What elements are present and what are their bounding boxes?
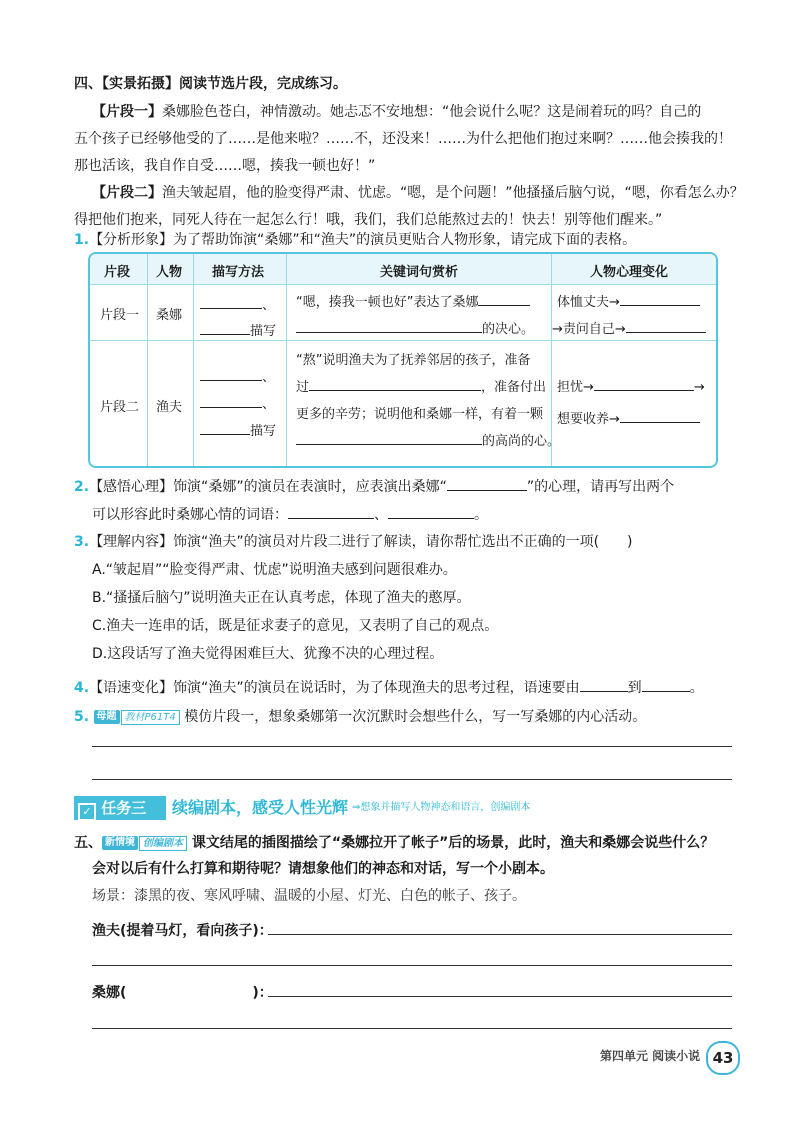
blank[interactable]: [200, 294, 262, 309]
task3-label-box: ✓ 任务三: [74, 796, 166, 820]
answer-line[interactable]: [92, 1028, 732, 1029]
answer-line[interactable]: [268, 996, 732, 997]
row2-analysis-line2: 过 ，准备付出: [296, 376, 546, 395]
section5-line2: 会对以后有什么打算和期待呢？请想象他们的神态和对话，写一个小剧本。: [92, 861, 554, 877]
analysis-table: [88, 252, 718, 468]
blank[interactable]: [626, 318, 706, 333]
blank[interactable]: [594, 376, 694, 391]
blank[interactable]: [200, 393, 262, 408]
header-person: 人物: [156, 265, 183, 280]
row1-method-line1: 、: [200, 294, 275, 313]
passage2-line2: 得把他们抱来，同死人待在一起怎么行！哦，我们，我们总能熬过去的！快去！别等他们醒来。”: [74, 212, 663, 228]
passage1-line3: 那也活该，我自作自受……嗯，揍我一顿也好！”: [74, 158, 376, 174]
scene-text: 场景：漆黑的夜、寒风呼啸、温暖的小屋、灯光、白色的帐子、孩子。: [92, 888, 526, 904]
header-segment: 片段: [104, 265, 131, 280]
blank[interactable]: [580, 677, 628, 692]
row2-change-line1: 担忧→ →: [557, 376, 705, 395]
header-method: 描写方法: [212, 265, 265, 280]
section4-heading: 四、【实景拓摄】阅读节选片段，完成练习。: [74, 76, 347, 92]
fisher-label: 渔夫(提着马灯，看向孩子)：: [92, 923, 273, 939]
footer-unit: 第四单元 阅读小说: [600, 1049, 701, 1063]
source-badge: 母题: [94, 710, 120, 724]
blank[interactable]: [447, 476, 527, 491]
row2-analysis-line3: 更多的辛劳；说明他和桑娜一样，有着一颗: [296, 407, 544, 422]
row1-analysis-line2: 的决心。: [296, 318, 534, 337]
option-c[interactable]: C.渔夫一连串的话，既是征求妻子的意见，又表明了自己的观点。: [92, 618, 499, 634]
task3-subtitle: ⇒想象并描写人物神态和语言，创编剧本: [352, 802, 531, 813]
blank[interactable]: [200, 320, 250, 335]
option-d[interactable]: D.这段话写了渔夫觉得困难巨大、犹豫不决的心理过程。: [92, 646, 444, 662]
blank[interactable]: [388, 504, 474, 519]
new-context-badge: 新情境: [102, 836, 138, 850]
blank[interactable]: [288, 504, 374, 519]
blank[interactable]: [642, 677, 690, 692]
row2-person: 渔夫: [156, 400, 183, 415]
question-2: 2.【感悟心理】饰演“桑娜”的演员在表演时，应表演出桑娜“ ”的心理，请再写出两个: [74, 476, 674, 496]
question-5: 5. 母题 教材P61T4 模仿片段一，想象桑娜第一次沉默时会想些什么，写一写桑娜的内心活动。: [74, 709, 647, 725]
sangna-label: 桑娜( )：: [92, 985, 273, 1001]
row2-method-line1: 、: [200, 366, 275, 385]
answer-line[interactable]: [92, 965, 732, 966]
question-3: 3.【理解内容】饰演“渔夫”的演员对片段二进行了解读，请你帮忙选出不正确的一项( ): [74, 534, 633, 550]
page-number: 43: [706, 1041, 740, 1075]
passage1-line2: 五个孩子已经够他受的了……是他来啦？……不，还没来！……为什么把他们抱过来啊？……他会揍我的！: [74, 131, 732, 147]
textbook-badge: 教材P61T4: [121, 710, 180, 725]
row2-change-line2: 想要收养→: [557, 408, 700, 427]
answer-line[interactable]: [92, 779, 732, 780]
blank[interactable]: [620, 408, 700, 423]
row1-analysis-line1: “嗯，揍我一顿也好”表达了桑娜: [296, 291, 530, 310]
blank[interactable]: [200, 420, 250, 435]
script-badge: 创编剧本: [139, 836, 187, 851]
blank[interactable]: [296, 318, 482, 333]
blank[interactable]: [296, 430, 482, 445]
blank[interactable]: [478, 291, 530, 306]
question-4: 4.【语速变化】饰演“渔夫”的演员在说话时，为了体现渔夫的思考过程，语速要由 到 。: [74, 677, 704, 697]
row1-segment: 片段一: [100, 308, 140, 323]
header-analysis: 关键词句赏析: [380, 265, 459, 280]
row1-change-line2: →责问自己→: [552, 318, 706, 337]
row2-analysis-line4: 的高尚的心。: [296, 430, 560, 449]
section5-heading: 五、 新情境 创编剧本 课文结尾的插图描绘了“桑娜拉开了帐子”后的场景，此时，渔夫和桑娜会说些什么？: [74, 835, 715, 851]
option-b[interactable]: B.“搔搔后脑勺”说明渔夫正在认真考虑，体现了渔夫的憨厚。: [92, 590, 471, 606]
row2-method-line2: 、: [200, 393, 275, 412]
row2-analysis-line1: “熬”说明渔夫为了抚养邻居的孩子，准备: [296, 353, 531, 368]
task3-title: 续编剧本，感受人性光辉: [172, 798, 349, 817]
question-1: 1.【分析形象】为了帮助饰演“桑娜”和“渔夫”的演员更贴合人物形象，请完成下面的表格。: [74, 232, 637, 248]
row1-change-line1: 体恤丈夫→: [557, 291, 700, 310]
row1-person: 桑娜: [156, 308, 183, 323]
header-change: 人物心理变化: [590, 265, 669, 280]
row1-method-line2: 描写: [200, 320, 276, 339]
blank[interactable]: [309, 376, 481, 391]
passage2-line1: 【片段二】渔夫皱起眉，他的脸变得严肃、忧虑。“嗯，是个问题！”他搔搔后脑勺说，“嗯，你看怎么办？: [92, 185, 744, 201]
blank[interactable]: [200, 366, 262, 381]
blank[interactable]: [620, 291, 700, 306]
option-a[interactable]: A.“皱起眉”“脸变得严肃、忧虑”说明渔夫感到问题很难办。: [92, 562, 457, 578]
checkbox-icon: ✓: [78, 803, 96, 821]
question-2-line2: 可以形容此时桑娜心情的词语： 、 。: [92, 504, 488, 524]
passage1-line1: 【片段一】桑娜脸色苍白，神情激动。她忐忑不安地想：“他会说什么呢？这是闹着玩的吗？自己的: [92, 104, 702, 120]
answer-line[interactable]: [268, 934, 732, 935]
row2-segment: 片段二: [100, 400, 140, 415]
answer-line[interactable]: [92, 746, 732, 747]
row2-method-line3: 描写: [200, 420, 276, 439]
